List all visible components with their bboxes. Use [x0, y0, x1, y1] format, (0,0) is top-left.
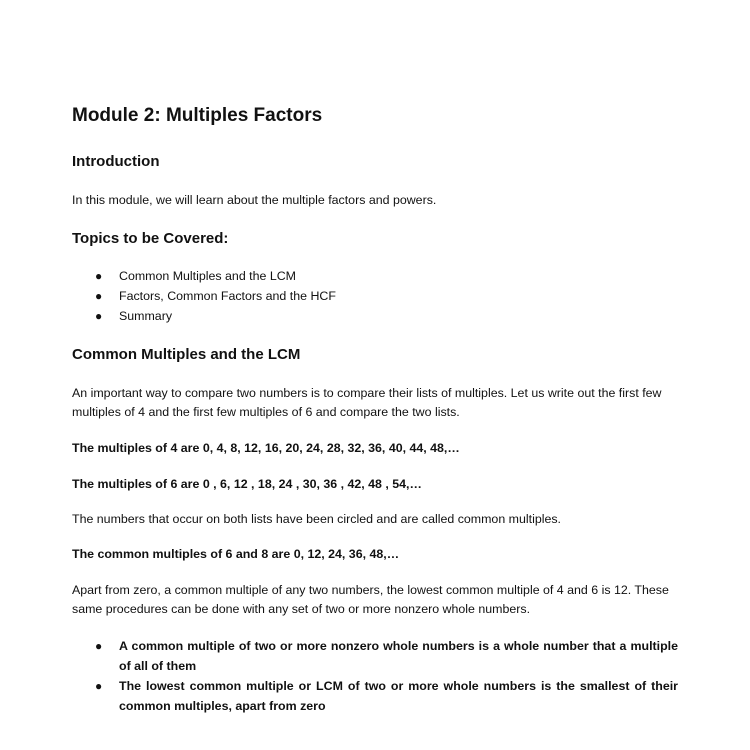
bullet-icon: ●: [95, 679, 103, 693]
page-title: Module 2: Multiples Factors: [72, 105, 323, 126]
topics-list: [72, 266, 336, 326]
definition-text: The lowest common multiple or LCM of two or more whole numbers is the smallest of their common multiples, apart from zero: [119, 679, 678, 713]
body-paragraph: An important way to compare two numbers is to compare their lists of multiples. Let us write out the first few multiples of 4 and the first few multiples of 6 and compare the two lists.: [72, 386, 662, 419]
common-multiples: The common multiples of 6 and 8 are 0, 12, 24, 36, 48,…: [72, 547, 400, 561]
topic-label: Summary: [119, 309, 173, 323]
definition-item: [72, 676, 678, 716]
multiples-of-4: The multiples of 4 are 0, 4, 8, 12, 16, 20, 24, 28, 32, 36, 40, 44, 48,…: [72, 441, 460, 455]
topic-item: [72, 306, 336, 326]
definition-text: A common multiple of two or more nonzero whole numbers is a whole number that a multiple of all of them: [119, 639, 678, 673]
body-paragraph: Apart from zero, a common multiple of any two numbers, the lowest common multiple of 4 and 6 is 12. These same procedures can be done with any set of two or more nonzero whole numbers.: [72, 583, 669, 616]
topic-label: Common Multiples and the LCM: [119, 269, 296, 283]
topic-label: Factors, Common Factors and the HCF: [119, 289, 336, 303]
body-paragraph: The numbers that occur on both lists have been circled and are called common multiples.: [72, 512, 561, 526]
bullet-icon: ●: [95, 639, 103, 653]
topic-item: [72, 266, 336, 286]
multiples-of-6: The multiples of 6 are 0 , 6, 12 , 18, 24 , 30, 36 , 42, 48 , 54,…: [72, 477, 422, 491]
topics-heading: Topics to be Covered:: [72, 230, 229, 247]
intro-paragraph: In this module, we will learn about the multiple factors and powers.: [72, 193, 437, 207]
topic-item: [72, 286, 336, 306]
bullet-icon: ●: [95, 309, 103, 323]
intro-heading: Introduction: [72, 153, 160, 170]
section-heading: Common Multiples and the LCM: [72, 346, 301, 363]
bullet-icon: ●: [95, 269, 103, 283]
definition-item: [72, 636, 678, 676]
definitions-list: [72, 636, 678, 716]
bullet-icon: ●: [95, 289, 103, 303]
